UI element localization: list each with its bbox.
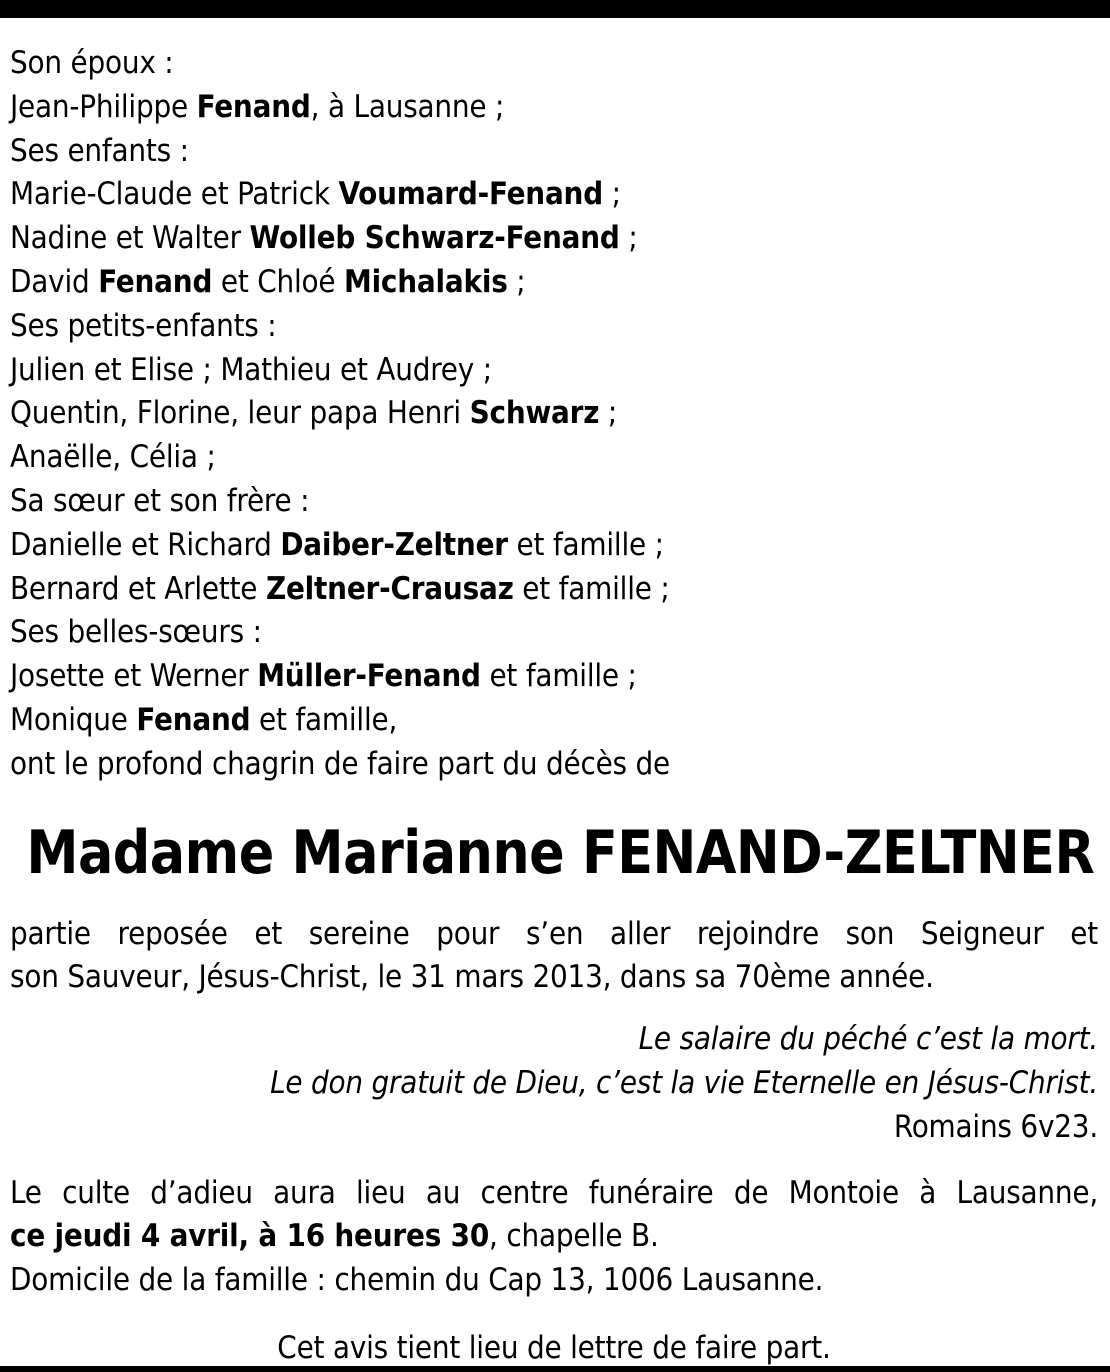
family-text: Ses belles-sœurs : [10, 614, 262, 651]
family-line [10, 611, 1098, 655]
family-line [10, 392, 1098, 436]
family-line [10, 42, 1098, 86]
family-text: Jean-Philippe [10, 88, 197, 125]
family-text: ; [619, 220, 638, 257]
family-text: Anaëlle, Célia ; [10, 439, 216, 476]
family-name: Daiber-Zeltner [280, 526, 508, 563]
family-name: Fenand [196, 88, 311, 125]
family-text: Marie-Claude et Patrick [10, 176, 339, 213]
service-place: , chapelle B. [489, 1218, 659, 1255]
family-line [10, 655, 1098, 699]
family-text: et famille, [250, 701, 398, 738]
family-text: Danielle et Richard [10, 526, 281, 563]
obituary-notice [10, 42, 1098, 1371]
family-line [10, 305, 1098, 349]
family-name: Müller-Fenand [257, 658, 481, 695]
service-line: Le culte d’adieu aura lieu au centre funéraire de Montoie à Lausanne, [10, 1174, 1098, 1211]
family-name: Wolleb Schwarz-Fenand [249, 220, 620, 257]
family-text: ont le profond chagrin de faire part du décès de [10, 745, 671, 782]
family-line [10, 130, 1098, 174]
family-line [10, 173, 1098, 217]
family-text: Julien et Elise ; Mathieu et Audrey ; [10, 351, 492, 388]
closing-note: Cet avis tient lieu de lettre de faire part. [277, 1329, 831, 1366]
family-text: ; [599, 395, 618, 432]
family-name: Schwarz [469, 395, 600, 432]
family-text: David [10, 263, 99, 300]
bottom-rule [0, 1366, 1110, 1372]
family-text: et famille ; [513, 570, 670, 607]
passing-paragraph [10, 913, 1098, 1001]
family-text: Quentin, Florine, leur papa Henri [10, 395, 470, 432]
family-text: ; [507, 263, 526, 300]
family-name: Fenand [136, 701, 251, 738]
passing-line: partie reposée et sereine pour s’en aller rejoindre son Seigneur et [10, 915, 1098, 952]
family-line [10, 524, 1098, 568]
quote-reference: Romains 6v23. [893, 1108, 1098, 1145]
top-rule [0, 0, 1110, 18]
quote-line: Le don gratuit de Dieu, c’est la vie Eternelle en Jésus-Christ. [270, 1064, 1098, 1101]
family-text: Nadine et Walter [10, 220, 250, 257]
family-name: Zeltner-Crausaz [265, 570, 514, 607]
family-text: Ses petits-enfants : [10, 307, 277, 344]
family-line [10, 480, 1098, 524]
family-text: et Chloé [212, 263, 345, 300]
family-line [10, 568, 1098, 612]
family-line [10, 217, 1098, 261]
family-name: Fenand [98, 263, 213, 300]
family-text: et famille ; [507, 526, 664, 563]
quote-line: Le salaire du péché c’est la mort. [638, 1021, 1098, 1058]
family-line [10, 743, 1098, 787]
family-text: , à Lausanne ; [310, 88, 505, 125]
family-line [10, 261, 1098, 305]
family-text: Josette et Werner [10, 658, 258, 695]
family-text: Sa sœur et son frère : [10, 482, 310, 519]
family-name: Michalakis [344, 263, 508, 300]
family-name: Voumard-Fenand [338, 176, 603, 213]
family-text: Son époux : [10, 45, 174, 81]
family-line [10, 436, 1098, 480]
family-domicile: Domicile de la famille : chemin du Cap 13, 1006 Lausanne. [10, 1262, 824, 1299]
family-line [10, 86, 1098, 130]
family-text: Monique [10, 701, 137, 738]
family-text: Bernard et Arlette [10, 570, 266, 607]
service-time: ce jeudi 4 avril, à 16 heures 30 [10, 1218, 490, 1255]
bible-quote [10, 1018, 1098, 1149]
family-text: Ses enfants : [10, 132, 189, 169]
deceased-name: Madame Marianne FENAND-ZELTNER [26, 817, 1095, 888]
family-text: ; [602, 176, 621, 213]
service-paragraph [10, 1172, 1098, 1303]
family-line [10, 349, 1098, 393]
service-line [10, 1215, 1098, 1259]
family-text: et famille ; [480, 658, 637, 695]
passing-line: son Sauveur, Jésus-Christ, le 31 mars 2013, dans sa 70ème année. [10, 959, 934, 996]
family-line [10, 699, 1098, 743]
family-list [10, 42, 1098, 787]
